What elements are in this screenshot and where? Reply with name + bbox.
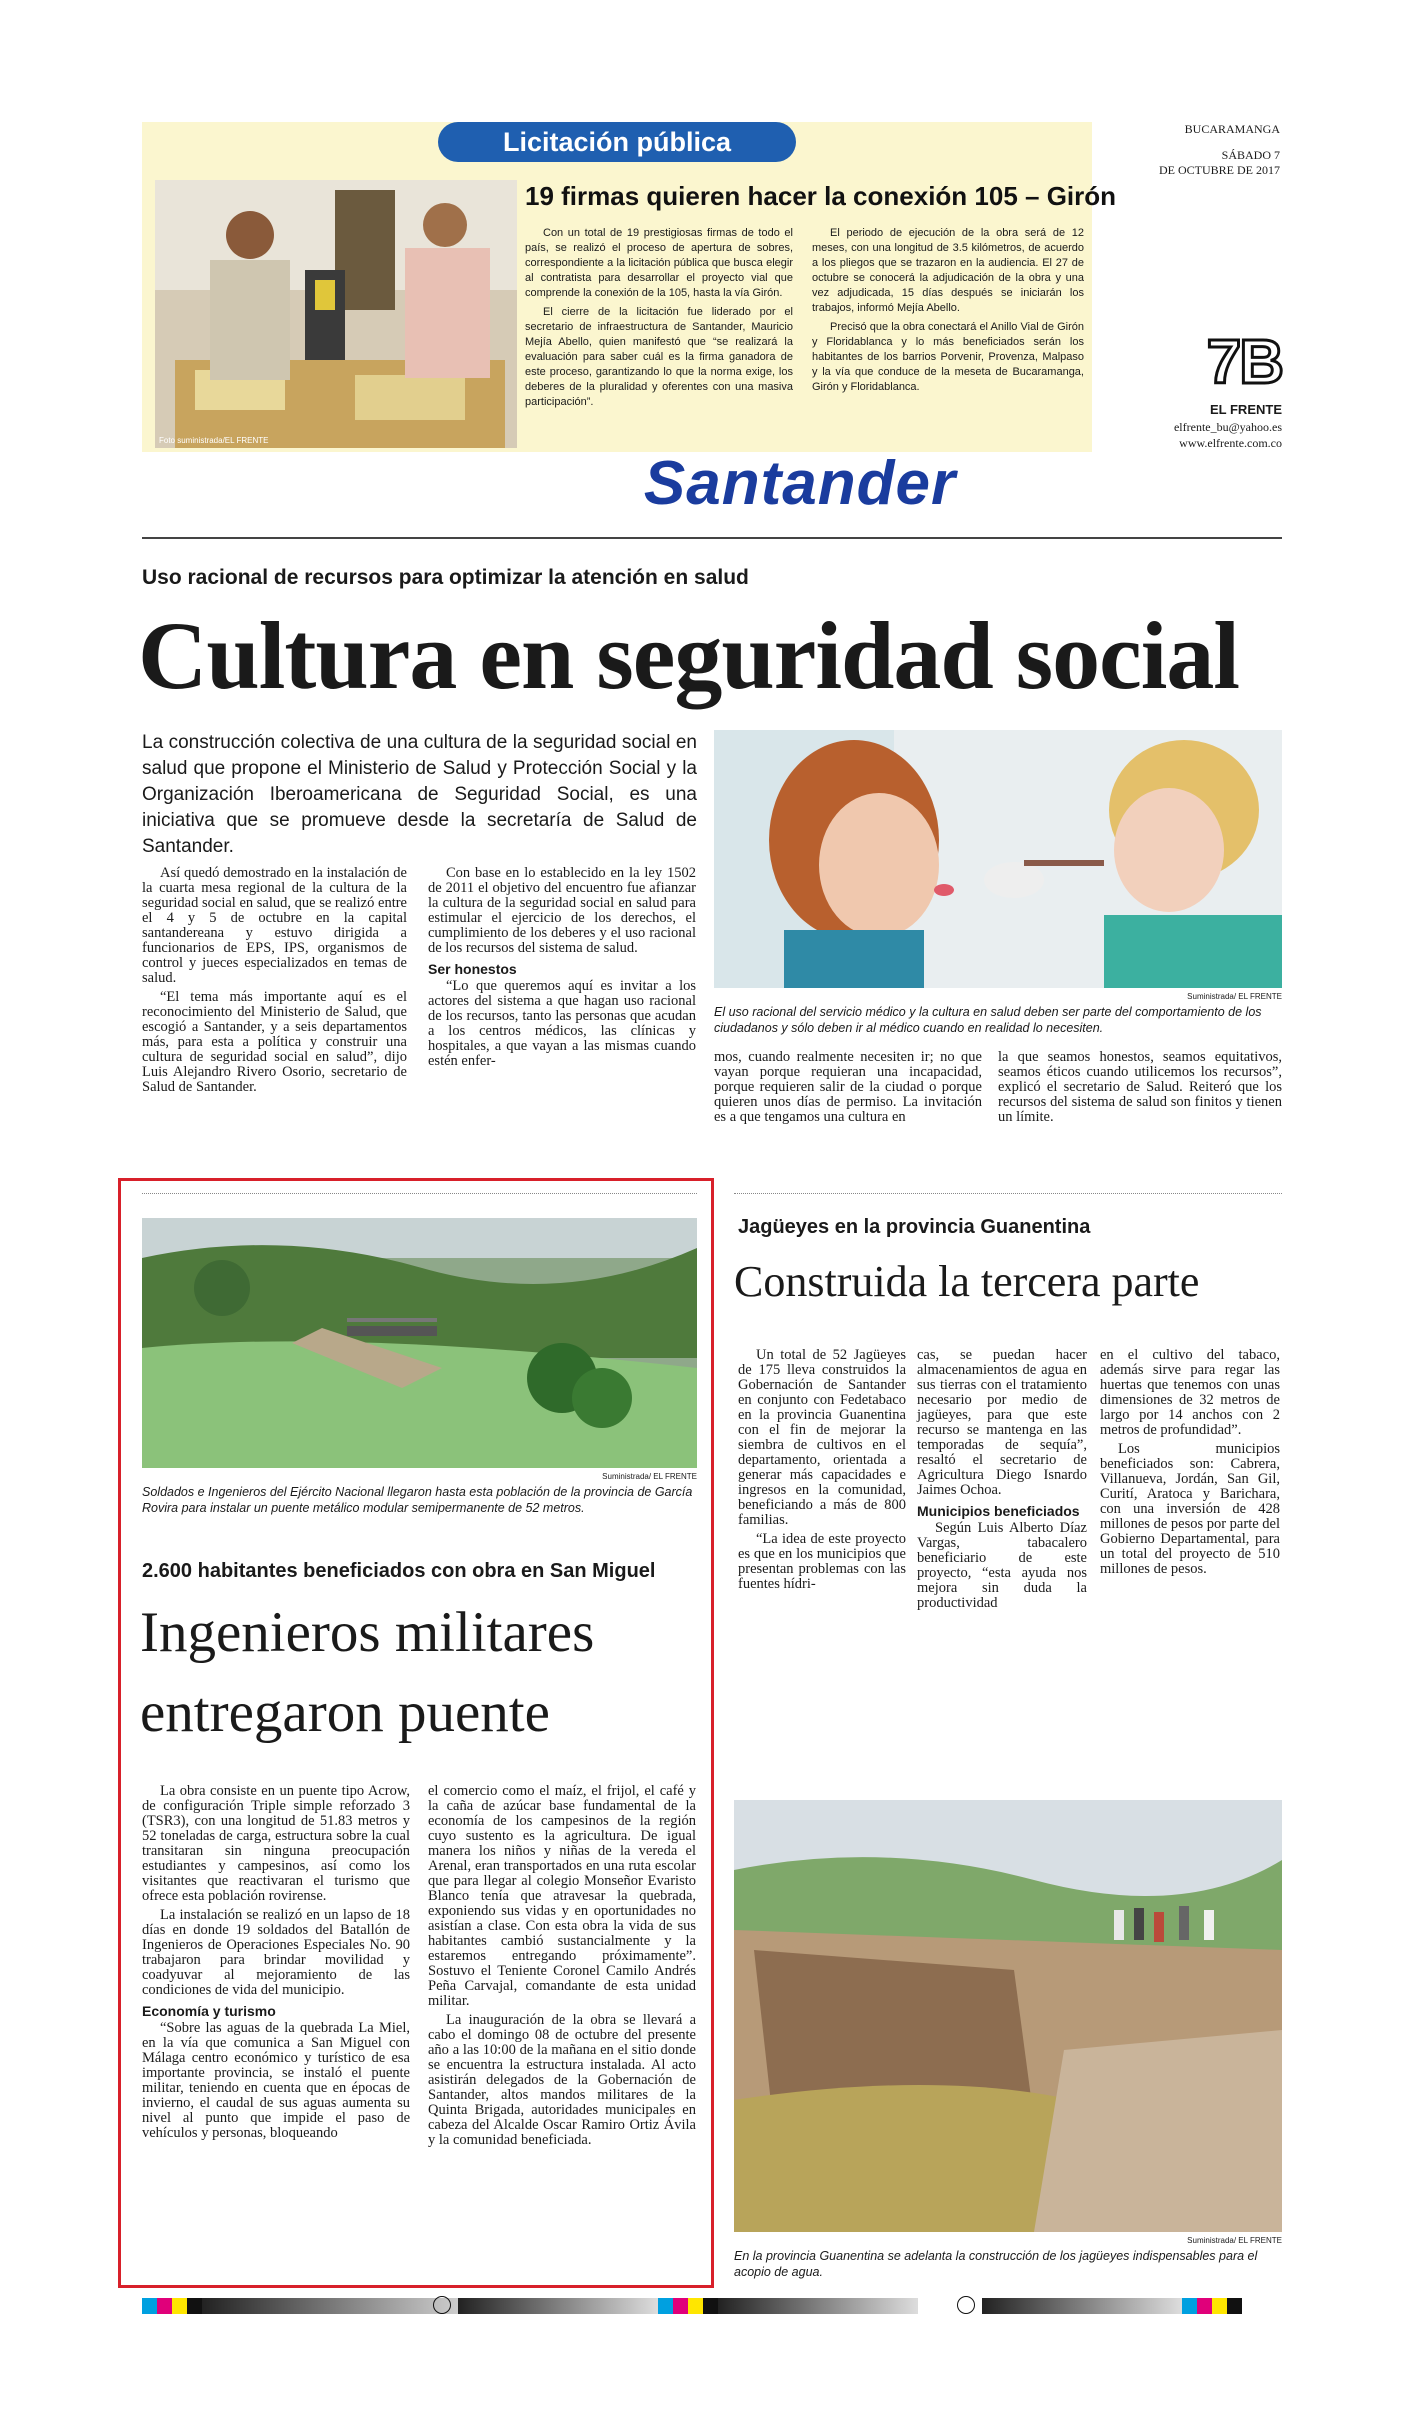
section-rule <box>142 537 1282 539</box>
main-col2-p2: “Lo que queremos aquí es invitar a los actores del sistema a que hagan uso racional de los recursos, tanto las personas que acudan a los centros médicos, las clínicas y hospitales, a que vayan a las mismas cuando estén enfer- <box>428 978 696 1069</box>
masthead-date-rest: DE OCTUBRE DE 2017 <box>1159 163 1280 177</box>
jagueyes-col3-p2: Los municipios beneficiados son: Cabrera, Villanueva, Jordán, San Gil, Curití, Aratoca y Barichara, con una inversión de 428 millones de pesos por parte del Gobierno Departamental, para un total del proyecto de 510 millones de pesos. <box>1100 1441 1280 1577</box>
puente-col1-subhead: Economía y turismo <box>142 2003 276 2019</box>
registration-bar-right <box>982 2298 1282 2314</box>
puente-photo <box>142 1218 697 1468</box>
puente-col1-p3: “Sobre las aguas de la quebrada La Miel, en la vía que comunica a San Miguel con Málaga centro económico y turístico de esa importante provincia, se instaló el puente militar, teniendo en cuenta que en épocas de invierno, el caudal de sus aguas aumenta su nivel al punto que impide el paso de vehículos y personas, bloqueando <box>142 2020 410 2141</box>
main-caption: El uso racional del servicio médico y la cultura en salud deben ser parte del comportamiento de los ciudadanos y sólo deben ir al médico cuando en realidad lo necesiten. <box>714 1005 1262 1035</box>
masthead-email: elfrente_bu@yahoo.es <box>1173 420 1282 434</box>
main-col4-p1: la que seamos honestos, seamos equitativos, seamos éticos cuando utilicemos los recursos”, explicó el secretario de Salud. Reiteró que los recursos del sistema de salud son finitos y tienen un límite. <box>998 1049 1282 1125</box>
jagueyes-col2-subhead: Municipios beneficiados <box>917 1503 1080 1519</box>
jagueyes-col2 <box>917 1348 1087 1615</box>
licitacion-photo <box>155 180 517 448</box>
masthead-brand: EL FRENTE <box>1210 402 1282 417</box>
main-col3-p1: mos, cuando realmente necesiten ir; no que vayan porque requieran una incapacidad, porque requieren salir de la ciudad o porque quieren unos días de permiso. La invitación es a que tengamos una cultura en <box>714 1049 982 1125</box>
main-col4 <box>998 1050 1282 1129</box>
puente-col2-p1: el comercio como el maíz, el frijol, el café y la caña de azúcar base fundamental de la economía de los campesinos de la región cuyo sustento es la agricultura. De igual manera los niños y niñas de la vereda el Arenal, eran transportados en una ruta escolar que para llegar al colegio Monseñor Evaristo Blanco tenía que atravesar la quebrada, exponiendo sus vidas y en oportunidades no asistían a clase. Con esta obra la vida de sus habitantes cambió sustancialmente y la estaremos entregando próximamente”. Sostuvo el Teniente Coronel Camilo Andrés Peña Carvajal, comandante de esta unidad militar. <box>428 1783 696 2009</box>
licitacion-banner <box>438 122 796 162</box>
jagueyes-photo-credit: Suministrada/ EL FRENTE <box>1187 2236 1282 2245</box>
jagueyes-col3-p1: en el cultivo del tabaco, además sirve para regar las huertas que tenemos con unas dimensiones de 32 metros de largo por 14 anchos con 2 metros de profundidad”. <box>1100 1347 1280 1438</box>
main-kicker: Uso racional de recursos para optimizar la atención en salud <box>142 566 749 589</box>
jagueyes-col1-p1: Un total de 52 Jagüeyes de 175 lleva construidos la Gobernación de Santander en conjunto con Fedetabaco en la provincia Guanentina con el fin de mejorar la siembra de cultivos en el departamento, orientada a generar más capacidades e ingresos en la comunidad, beneficiando a más de 800 familias. <box>738 1347 906 1528</box>
puente-caption: Soldados e Ingenieros del Ejército Nacional llegaron hasta esta población de la provincia de García Rovira para instalar un puente metálico modular semipermanente de 52 metros. <box>142 1485 693 1515</box>
main-photo <box>714 730 1282 988</box>
licitacion-col2-p1: El periodo de ejecución de la obra será de 12 meses, con una longitud de 3.5 kilómetros, de acuerdo a los pliegos que se trazaron en la audiencia. El 27 de octubre se conocerá la adjudicación de la obra y una vez adjudicada, 15 días después se iniciarán los trabajos, informó Mejía Abello. <box>812 227 1084 314</box>
puente-col1 <box>142 1784 410 2145</box>
puente-col1-p1: La obra consiste en un puente tipo Acrow, de configuración Triple simple reforzado 3 (TSR3), con una longitud de 51.83 metros y 52 toneladas de carga, estructura sobre la cual transitaran sin ninguna preocupación estudiantes y campesinos, así como los visitantes que reactivaran el turismo que ofrece esta población rovirense. <box>142 1783 410 1904</box>
jagueyes-kicker: Jagüeyes en la provincia Guanentina <box>738 1216 1091 1238</box>
jagueyes-col1-p2: “La idea de este proyecto es que en los municipios que presentan problemas con las fuentes hídri- <box>738 1531 906 1592</box>
section-title: Santander <box>643 449 957 518</box>
main-photo-credit: Suministrada/ EL FRENTE <box>1187 992 1282 1001</box>
main-lead: La construcción colectiva de una cultura de la seguridad social en salud que propone el Ministerio de Salud y Protección Social y la Organización Iberoamericana de Seguridad Social, es una iniciativa que se promueve desde la secretaría de Salud de Santander. <box>142 732 697 857</box>
jagueyes-col2-p2: Según Luis Alberto Díaz Vargas, tabacalero beneficiario de este proyecto, “esta ayuda nos mejora sin duda la productividad <box>917 1520 1087 1611</box>
registration-bar-middle <box>458 2298 958 2314</box>
main-headline: Cultura en seguridad social <box>138 602 1240 709</box>
puente-photo-credit: Suministrada/ EL FRENTE <box>602 1472 697 1481</box>
licitacion-photo-credit: Foto suministrada/EL FRENTE <box>159 436 269 445</box>
jagueyes-top-rule <box>734 1193 1282 1194</box>
puente-headline-line2: entregaron puente <box>140 1681 550 1744</box>
masthead-website: www.elfrente.com.co <box>1179 436 1282 450</box>
masthead-city: BUCARAMANGA <box>1184 122 1280 136</box>
jagueyes-caption: En la provincia Guanentina se adelanta la construcción de los jagüeyes indispensables para el acopio de agua. <box>734 2249 1258 2279</box>
jagueyes-col2-p1: cas, se puedan hacer almacenamientos de agua en sus tierras con el tratamiento necesario por medio de jagüeyes, para que este recurso se mantenga en las temporadas de sequía”, resaltó el secretario de Agricultura Diego Isnardo Jaimes Ochoa. <box>917 1347 1087 1498</box>
jagueyes-col3 <box>1100 1348 1280 1581</box>
jagueyes-photo <box>734 1800 1282 2232</box>
licitacion-col2 <box>812 226 1084 399</box>
page-number: 7B <box>1206 328 1282 397</box>
licitacion-col1-p1: Con un total de 19 prestigiosas firmas de todo el país, se realizó el proceso de apertura de sobres, correspondiente a la licitación pública que busca elegir al contratista para desarrollar el proyecto vial que comprende la conexión de la 105, hasta la vía Girón. <box>525 227 793 299</box>
main-col3 <box>714 1050 982 1129</box>
puente-kicker: 2.600 habitantes beneficiados con obra en San Miguel <box>142 1560 656 1582</box>
licitacion-col1 <box>525 226 793 414</box>
licitacion-col2-p2: Precisó que la obra conectará el Anillo Vial de Girón y Floridablanca y lo más beneficiados serán los habitantes de los barrios Porvenir, Provenza, Malpaso y la vía que conduce de la meseta de Bucaramanga, Girón y Floridablanca. <box>812 321 1084 393</box>
licitacion-col1-p2: El cierre de la licitación fue liderado por el secretario de infraestructura de Santander, Mauricio Mejía Abello, quien manifestó que “se realizará la evaluación para saber cuál es la firma ganadora de este proceso, garantizando lo que la norma exige, los deberes de la pluralidad y oferentes con una masiva participación”. <box>525 306 793 408</box>
puente-col1-p2: La instalación se realizó en un lapso de 18 días en donde 19 soldados del Batallón de Ingenieros de Operaciones Especiales No. 90 trabajaron para brindar movilidad y coadyuvar al mejoramiento de las condiciones de vida del municipio. <box>142 1907 410 1998</box>
masthead-date-day: SÁBADO 7 <box>1221 148 1280 162</box>
puente-col2 <box>428 1784 696 2152</box>
registration-mark-1 <box>433 2296 451 2314</box>
puente-col2-p2: La inauguración de la obra se llevará a cabo el domingo 08 de octubre del presente año a las 10:00 de la mañana en el sitio donde se encuentra la estructura instalada. Al acto asistirán delegados de la Gobernación de Santander, altos mandos militares de la Quinta Brigada, autoridades municipales en cabeza del Alcalde Oscar Ramiro Ortiz Ávila y la comunidad beneficiada. <box>428 2012 696 2148</box>
main-col1-p2: “El tema más importante aquí es el reconocimiento del Ministerio de Salud, que escogió a Santander, y a seis departamentos más, para esta a política y construir una cultura de seguridad social en salud”, dijo Luis Alejandro Rivero Osorio, secretario de Salud de Santander. <box>142 989 407 1095</box>
main-col2-p1: Con base en lo establecido en la ley 1502 de 2011 el objetivo del encuentro fue afianzar la cultura de la seguridad social en salud para estimular el ejercicio de los derechos, el cumplimiento de los deberes y el uso racional de los recursos del sistema de salud. <box>428 865 696 956</box>
puente-headline-line1: Ingenieros militares <box>140 1601 595 1664</box>
main-col2 <box>428 866 696 1073</box>
main-col2-subhead: Ser honestos <box>428 961 517 977</box>
puente-top-rule <box>142 1193 697 1194</box>
registration-mark-2 <box>957 2296 975 2314</box>
licitacion-headline: 19 firmas quieren hacer la conexión 105 – Girón <box>525 181 1117 211</box>
jagueyes-col1 <box>738 1348 906 1596</box>
jagueyes-headline: Construida la tercera parte <box>734 1257 1200 1306</box>
main-col1-p1: Así quedó demostrado en la instalación de la cuarta mesa regional de la cultura de la seguridad social en salud, que se realizó entre el 4 y 5 de octubre en la capital santandereana y estuvo dirigida a funcionarios de EPS, IPS, organismos de control y jueces especializados en temas de salud. <box>142 865 407 986</box>
licitacion-banner-text: Licitación pública <box>502 127 732 157</box>
main-col1 <box>142 866 407 1099</box>
